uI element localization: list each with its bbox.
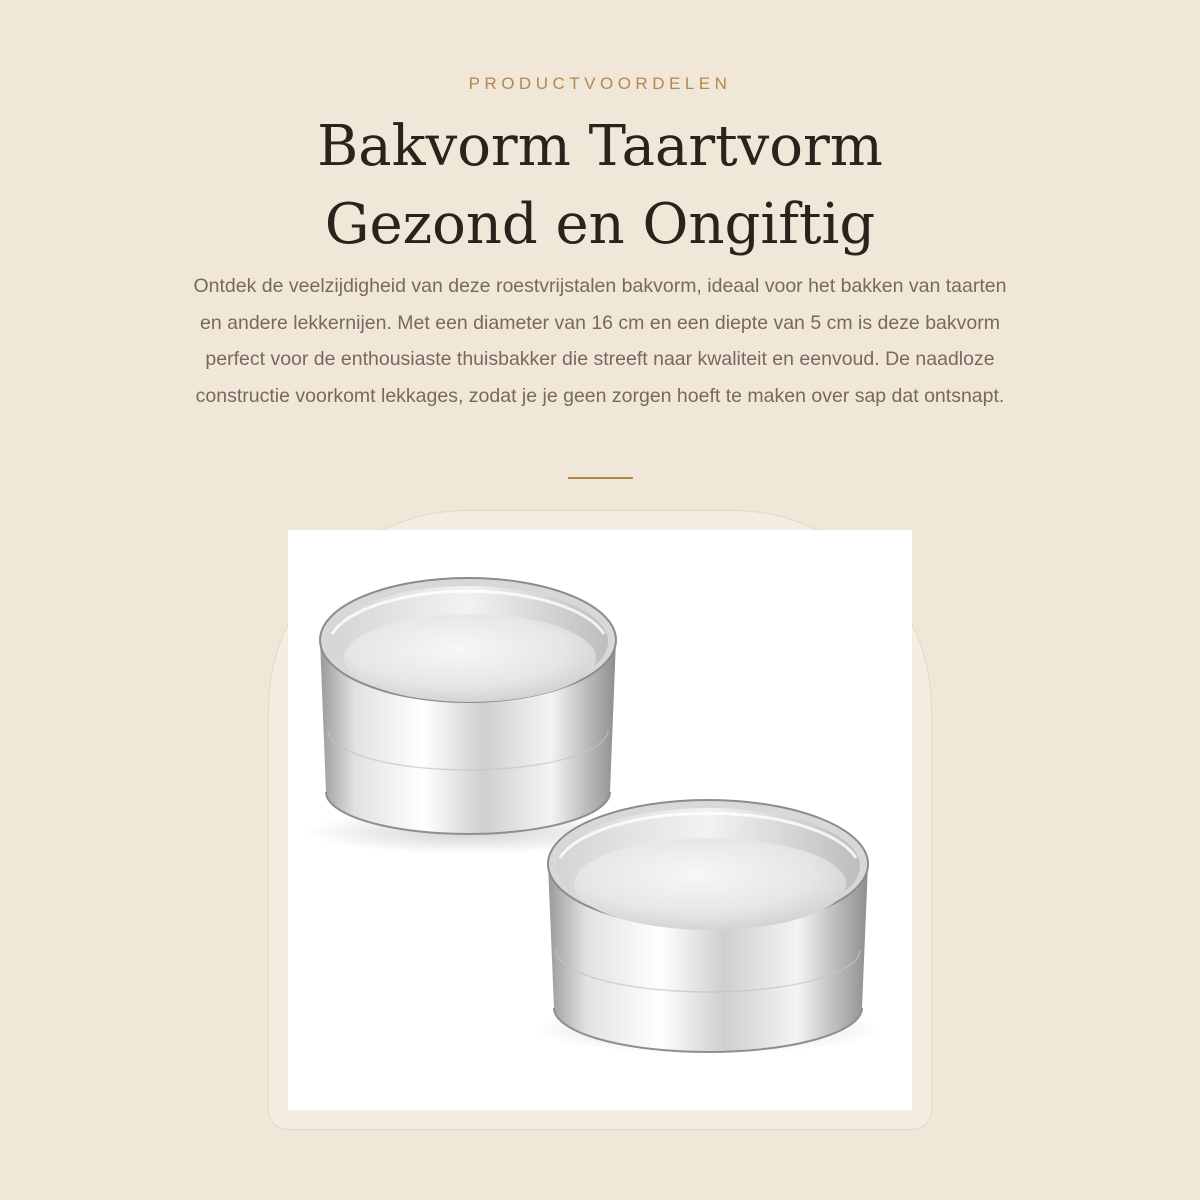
product-description: Ontdek de veelzijdigheid van deze roestvrijstalen bakvorm, ideaal voor het bakken van taarten en andere lekkernijen. Met een diameter van 16 cm en een diepte van 5 cm is deze bakvorm perfect voor de enthousiaste thuisbakker die streeft naar kwaliteit en eenvoud. De naadloze constructie voorkomt lekkages, zodat je je geen zorgen hoeft te maken over sap dat ontsnapt. [193,275,1007,407]
page-title [0,108,1200,264]
accent-divider [568,477,633,479]
title-line-2: Gezond en Ongiftig [324,192,876,257]
cake-pan-front [533,800,883,1054]
section-eyebrow: PRODUCTVOORDELEN [468,74,732,93]
title-line-1: Bakvorm Taartvorm [317,114,883,179]
product-photo [288,530,912,1110]
cake-pan-back [303,578,633,854]
